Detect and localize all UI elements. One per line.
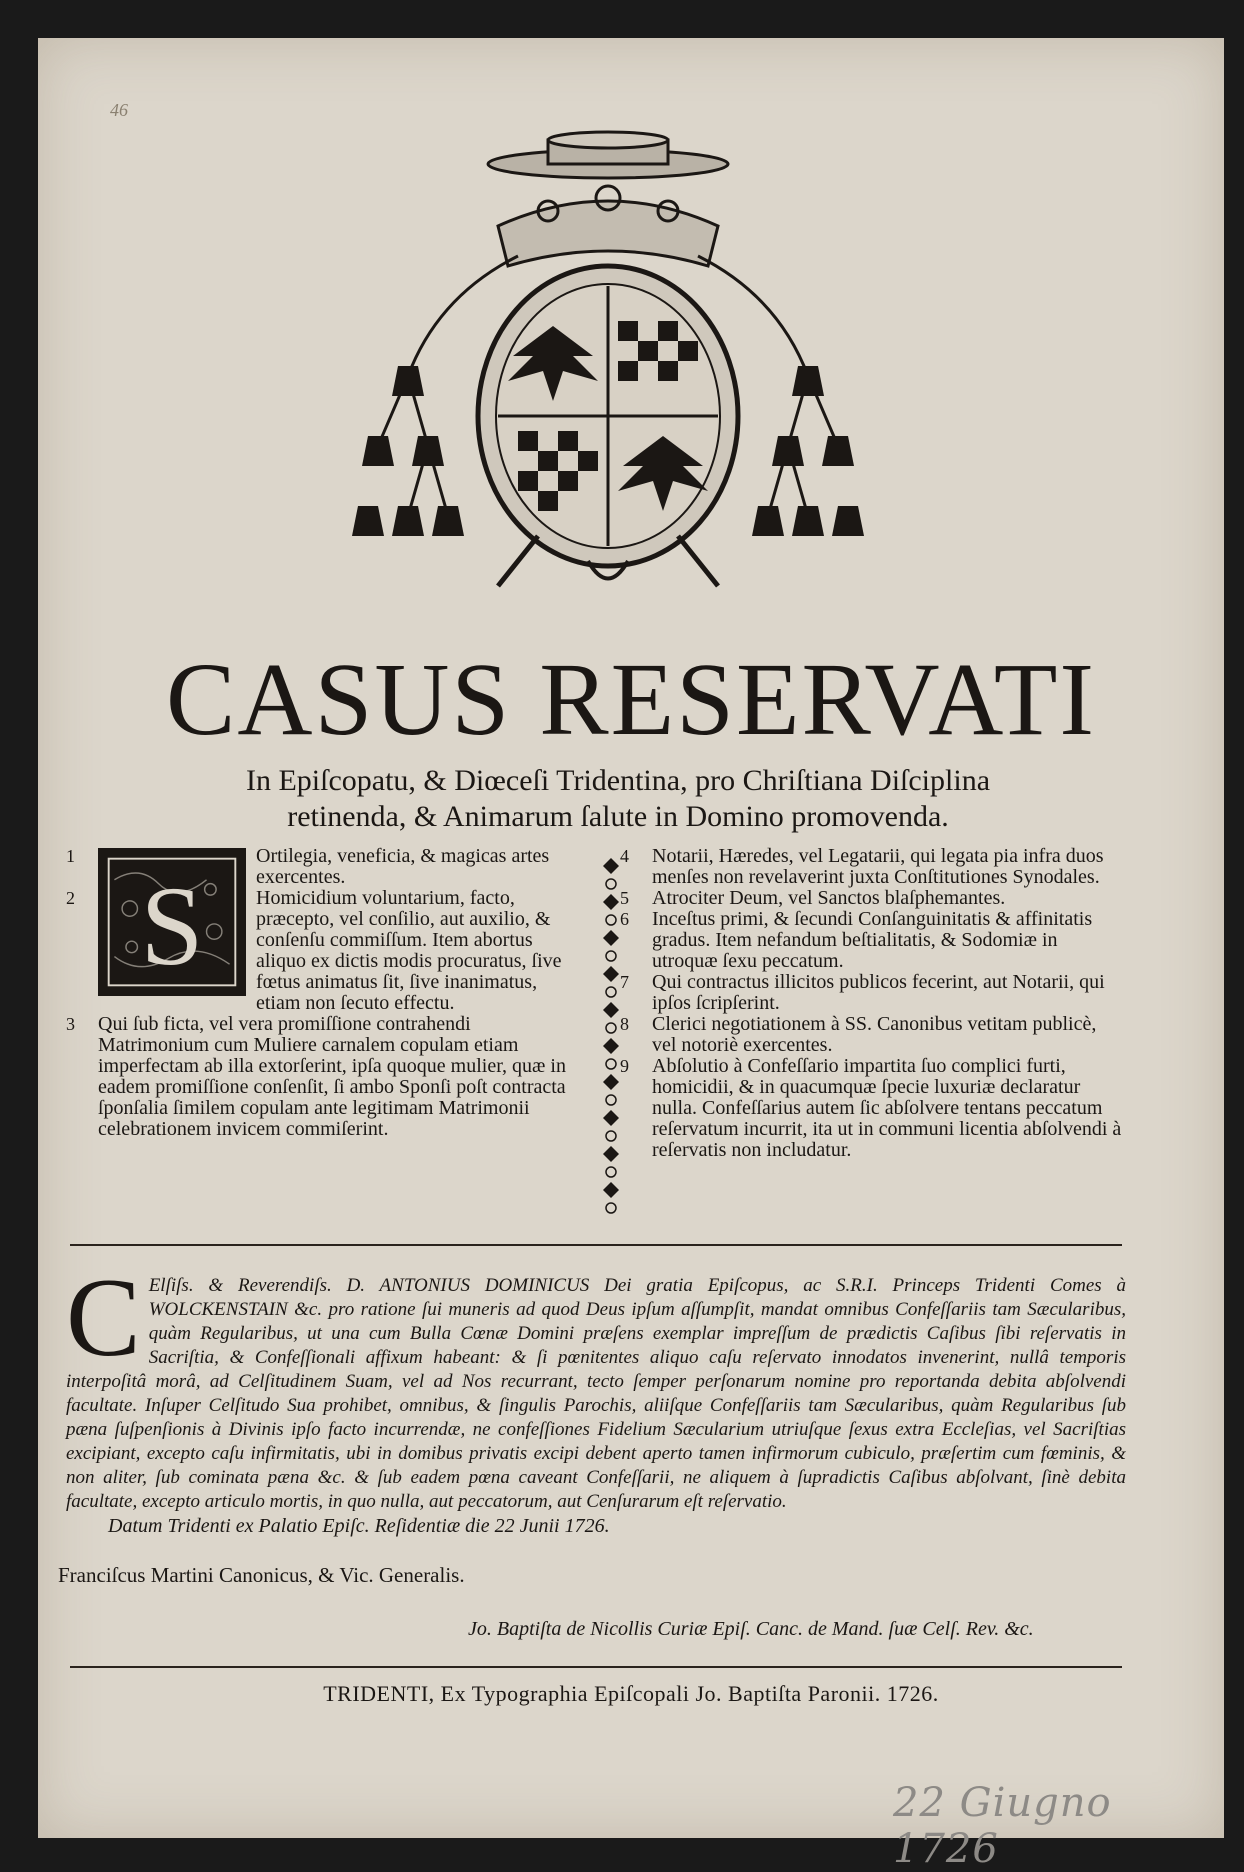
date-line: Datum Tridenti ex Palatio Epiſc. Reſidentiæ die 22 Junii 1726. [108,1515,610,1537]
case-item [620,972,1125,1014]
case-number: 3 [66,1014,75,1034]
subtitle-line-2: retinenda, & Animarum ſalute in Domino promovenda. [287,800,949,833]
case-number: 5 [620,888,629,908]
coat-of-arms-icon [348,116,868,616]
printer-rule [70,1666,1122,1668]
initial-letter: S [140,864,204,990]
case-item [620,1056,1125,1161]
case-text: Qui ſub ficta, vel vera promiſſione contrahendi Matrimonium cum Muliere carnalem copulam etiam imperfectam ab illa extorſerint, ipſa quoque mulier, quæ in eadem promiſſione conſenſit, ſi ambo Sponſi poſt contracta ſponſalia ſimilem copulam ante legitimam Matrimonii celebrationem invicem commiſerint. [98,1013,566,1140]
case-number: 7 [620,972,629,992]
poster-subtitle [98,763,1138,835]
case-text: Qui contractus illicitos publicos fecerint, aut Notarii, qui ipſos ſcripſerint. [652,971,1105,1014]
case-item [620,888,1125,909]
case-item [620,909,1125,972]
case-text: Ortilegia, veneficia, & magicas artes exercentes. [256,845,550,888]
case-item [66,1014,578,1140]
case-number: 6 [620,909,629,929]
case-number: 9 [620,1056,629,1076]
case-text: Abſolutio à Confeſſario impartita ſuo complici furti, homicidii, & in quacumquæ ſpecie luxuriæ declaratur nulla. Confeſſarius autem ſic abſolvere tentans peccatum reſervatum incurrit, ita ut in communi licentia abſolvendi à reſervatis non includatur. [652,1055,1122,1161]
case-text: Atrociter Deum, vel Sanctos blaſphemantes. [652,887,1006,909]
case-number: 2 [66,888,75,908]
case-text: Inceſtus primi, & ſecundi Conſanguinitatis & affinitatis gradus. Item nefandum beſtialitatis, & Sodomiæ in utroquæ ſexu peccatum. [652,908,1093,972]
case-number: 8 [620,1014,629,1034]
poster-title: CASUS RESERVATI [166,642,1096,757]
printer-imprint: TRIDENTI, Ex Typographia Epiſcopali Jo. Baptiſta Paronii. 1726. [323,1681,939,1706]
chancellor-signature: Jo. Baptiſta de Nicollis Curiæ Epiſ. Canc. de Mand. ſuæ Celſ. Rev. &c. [468,1618,1034,1640]
cases-right-column [620,846,1125,1161]
case-number: 1 [66,846,75,866]
pencil-annotation: 22 Giugno 1726 [893,1780,1112,1872]
case-text: Notarii, Hæredes, vel Legatarii, qui legata pia infra duos menſes non revelaverint juxta Conſtitutiones Synodales. [652,845,1104,888]
decree-text: Elſiſs. & Reverendiſs. D. ANTONIUS DOMINICUS Dei gratia Epiſcopus, ac S.R.I. Princeps Tridenti Comes à WOLCKENSTAIN &c. pro ratione ſui muneris ad quod Deus ipſum aſſumpſit, mandat omnibus Confeſſariis tam Sæcularibus, quàm Regularibus, ut una cum Bulla Cœnæ Domini præſens exemplar impreſſum de prædictis Caſibus ſibi reſervatis in Sacriſtia, & Confeſſionali affixum habeant: & ſi pœnitentes aliquo caſu reſervato innodatos invenerint, nullâ temporis interpoſitâ morâ, ad Celſitudinem Suam, vel ad Nos recurrant, tecto ſemper perſonarum nomine pro reportanda debita abſolvendi facultate. Inſuper Celſitudo Sua prohibet, omnibus, & ſingulis Parochis, aliiſque Confeſſariis tam Sæcularibus, quàm Regularibus ſub pæna ſuſpenſionis à Divinis ipſo facto incurrendæ, ne confeſſiones Fidelium Sæcularium utriuſque ſexus extra Eccleſias, vel Sacriſtias excipiant, excepto caſu infirmitatis, ubi in domibus privatis excipi debent aperto tamen infirmorum cubiculo, præſertim cum fœminis, & non aliter, ſub cominata pæna &c. & ſub eadem pœna caveant Confeſſarii, ne aliquem à ſupradictis Caſibus abſolvant, ſinè debita facultate, excepto articulo mortis, in quo nulla, aut peccatorum, aut Cenſurarum eſt reſervatio. [66,1275,1126,1512]
poster-sheet [38,38,1224,1872]
subtitle-line-1: In Epiſcopatu, & Diœceſi Tridentina, pro Chriſtiana Diſciplina [245,764,991,797]
vicar-signature: Franciſcus Martini Canonicus, & Vic. Generalis. [58,1563,465,1587]
case-text: Homicidium voluntarium, facto, præcepto, vel conſilio, aut auxilio, & conſenſu commiſſum. Item abortus aliquo ex dictis modis procuratus, ſive fœtus animatus ſit, ſive inanimatus, etiam non ſecuto effectu. [256,887,562,1014]
case-number: 4 [620,846,629,866]
case-text: Clerici negotiationem à SS. Canonibus vetitam publicè, vel notoriè exercentes. [652,1013,1097,1056]
section-rule [70,1244,1122,1246]
archive-number: 46 [110,100,128,120]
case-item [620,1014,1125,1056]
decree-paragraph [66,1256,1126,1514]
decree-initial: C [66,1256,141,1380]
case-item [620,846,1125,888]
cases-left-column [66,846,578,1140]
case-item [66,888,578,1014]
